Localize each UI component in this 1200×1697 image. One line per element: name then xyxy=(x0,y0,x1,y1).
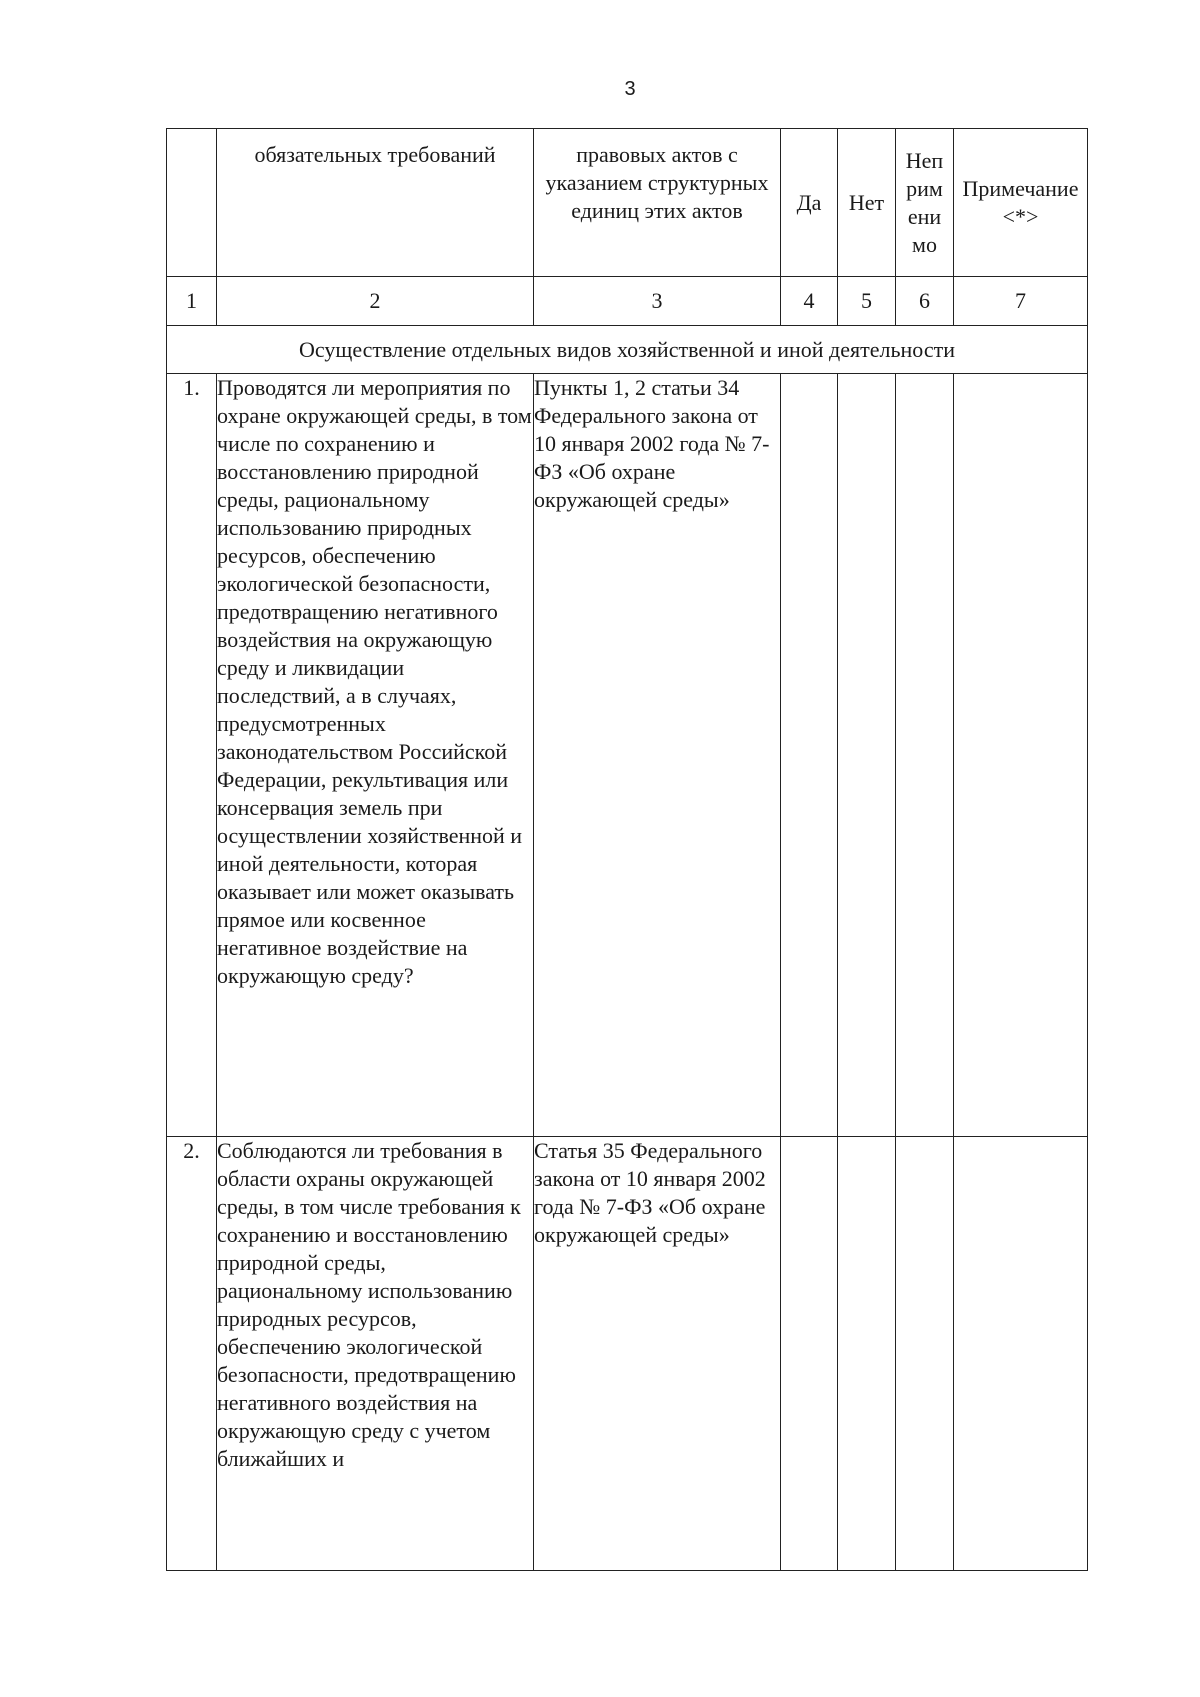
column-numbers-row xyxy=(167,277,1088,326)
header-col-legal-acts: правовых актов с указанием структурных единиц этих актов xyxy=(534,129,781,277)
column-number: 2 xyxy=(217,277,534,326)
column-number: 3 xyxy=(534,277,781,326)
requirement-text: Проводятся ли мероприятия по охране окружающей среды, в том числе по сохранению и восстановлению природной среды, рациональному использованию природных ресурсов, обеспечению экологической безопасности, предотвращению негативного воздействия на окружающую среду и ликвидации последствий, а в случаях, предусмотренных законодательством Российской Федерации, рекультивация или консервация земель при осуществлении хозяйственной и иной деятельности, которая оказывает или может оказывать прямое или косвенное негативное воздействие на окружающую среду? xyxy=(217,374,534,1137)
section-title: Осуществление отдельных видов хозяйственной и иной деятельности xyxy=(167,326,1088,374)
column-number: 7 xyxy=(954,277,1088,326)
header-col-note: Примечание <*> xyxy=(954,129,1088,277)
column-number: 4 xyxy=(781,277,838,326)
checklist-table xyxy=(166,128,1088,1571)
page-number: 3 xyxy=(624,78,636,100)
not-applicable-cell[interactable] xyxy=(896,1137,954,1571)
row-number: 1. xyxy=(167,374,217,1137)
column-number: 5 xyxy=(838,277,896,326)
header-col-yes: Да xyxy=(781,129,838,277)
no-cell[interactable] xyxy=(838,374,896,1137)
note-cell[interactable] xyxy=(954,1137,1088,1571)
section-row xyxy=(167,326,1088,374)
legal-reference: Статья 35 Федерального закона от 10 января 2002 года № 7-ФЗ «Об охране окружающей среды» xyxy=(534,1137,781,1571)
yes-cell[interactable] xyxy=(781,1137,838,1571)
table-row xyxy=(167,1137,1088,1571)
column-number: 1 xyxy=(167,277,217,326)
header-col-not-applicable: Неп рим ени мо xyxy=(896,129,954,277)
column-number: 6 xyxy=(896,277,954,326)
header-row xyxy=(167,129,1088,277)
header-col-1 xyxy=(167,129,217,277)
no-cell[interactable] xyxy=(838,1137,896,1571)
header-col-requirements: обязательных требований xyxy=(217,129,534,277)
header-col-no: Нет xyxy=(838,129,896,277)
table-row xyxy=(167,374,1088,1137)
requirement-text: Соблюдаются ли требования в области охраны окружающей среды, в том числе требования к сохранению и восстановлению природной среды, рациональному использованию природных ресурсов, обеспечению экологической безопасности, предотвращению негативного воздействия на окружающую среду с учетом ближайших и xyxy=(217,1137,534,1571)
note-cell[interactable] xyxy=(954,374,1088,1137)
yes-cell[interactable] xyxy=(781,374,838,1137)
row-number: 2. xyxy=(167,1137,217,1571)
legal-reference: Пункты 1, 2 статьи 34 Федерального закона от 10 января 2002 года № 7-ФЗ «Об охране окружающей среды» xyxy=(534,374,781,1137)
not-applicable-cell[interactable] xyxy=(896,374,954,1137)
